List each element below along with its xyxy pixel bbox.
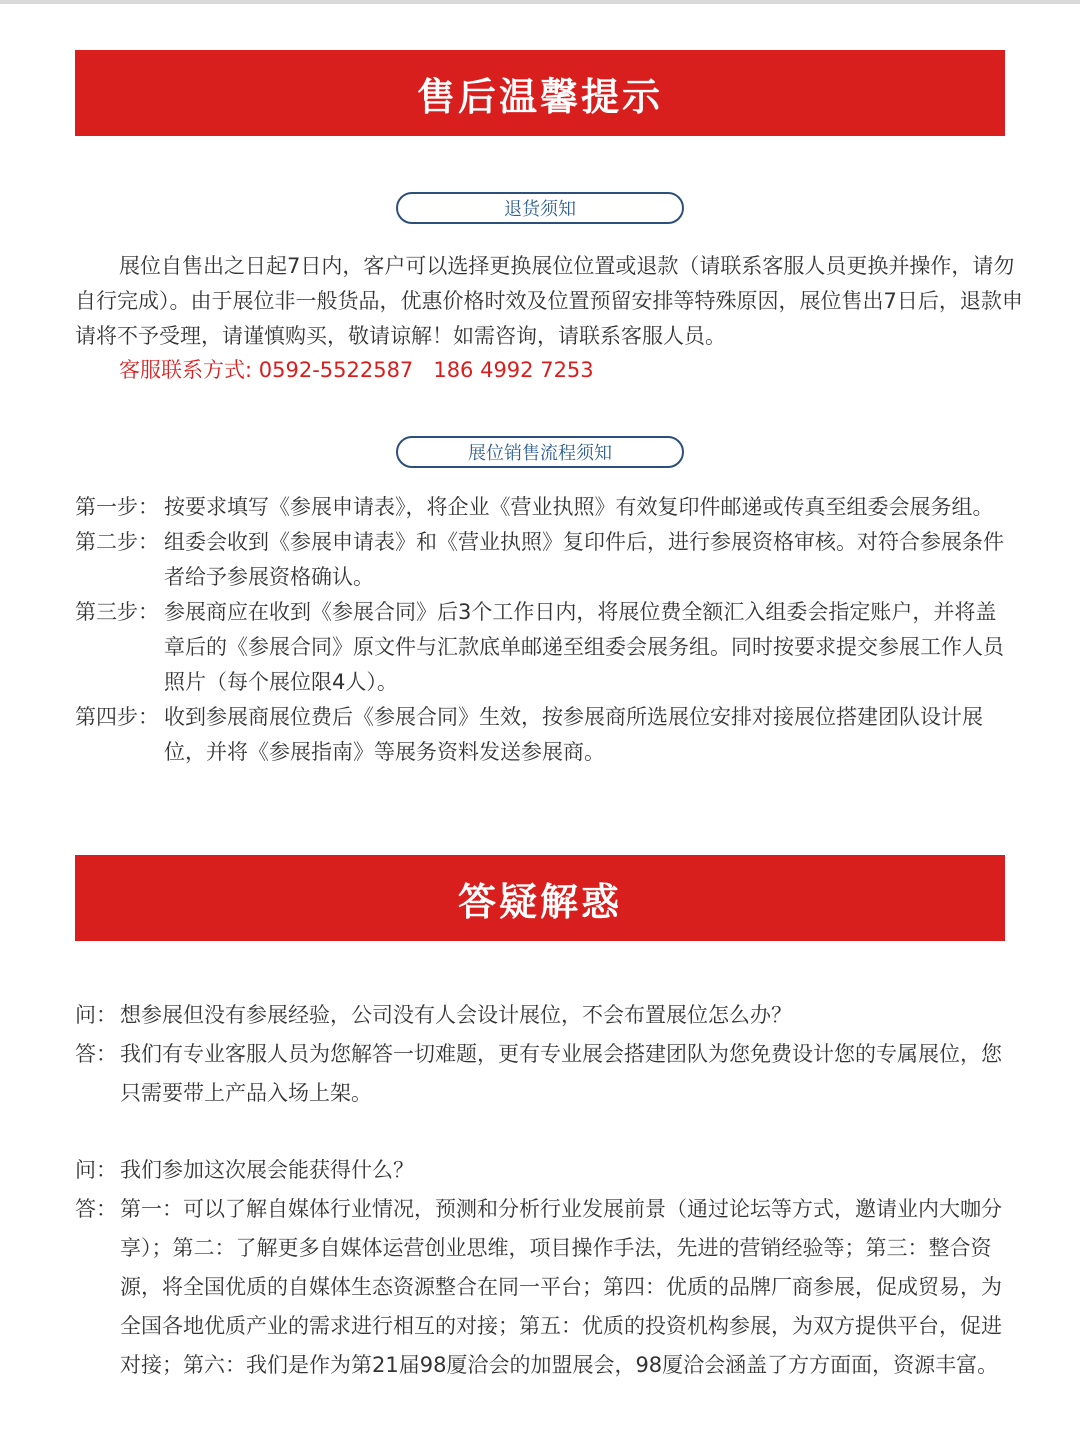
process-steps	[75, 490, 1005, 770]
faq-item-2	[75, 1151, 1010, 1385]
sales-process-label: 展位销售流程须知	[468, 443, 612, 464]
step-label: 第二步：	[75, 530, 159, 554]
faq-banner	[75, 855, 1005, 941]
faq-item-1	[75, 996, 1010, 1113]
contact-label: 客服联系方式:	[119, 358, 259, 382]
after-sales-banner	[75, 50, 1005, 136]
step-label: 第三步：	[75, 600, 159, 624]
question-text: 想参展但没有参展经验，公司没有人会设计展位，不会布置展位怎么办？	[120, 1003, 792, 1027]
step-item	[75, 525, 1005, 595]
return-policy-pill	[396, 192, 684, 224]
top-border	[0, 0, 1080, 4]
step-label: 第一步：	[75, 495, 159, 519]
answer-row	[75, 1035, 1010, 1113]
step-label: 第四步：	[75, 705, 159, 729]
after-sales-title: 售后温馨提示	[416, 74, 663, 119]
step-item	[75, 595, 1005, 700]
answer-label: 答：	[75, 1197, 117, 1221]
contact-line	[119, 353, 594, 388]
question-label: 问：	[75, 1158, 117, 1182]
contact-phone-2: 186 4992 7253	[433, 358, 594, 382]
question-text: 我们参加这次展会能获得什么？	[120, 1158, 414, 1182]
question-row	[75, 996, 1010, 1035]
answer-row	[75, 1190, 1010, 1385]
step-item	[75, 700, 1005, 770]
answer-text: 我们有专业客服人员为您解答一切难题，更有专业展会搭建团队为您免费设计您的专属展位，您只需要带上产品入场上架。	[120, 1042, 1002, 1105]
step-text: 组委会收到《参展申请表》和《营业执照》复印件后，进行参展资格审核。对符合参展条件者给予参展资格确认。	[164, 530, 1004, 589]
question-label: 问：	[75, 1003, 117, 1027]
step-item	[75, 490, 1005, 525]
return-policy-text: 展位自售出之日起7日内，客户可以选择更换展位位置或退款（请联系客服人员更换并操作，请勿自行完成）。由于展位非一般货品，优惠价格时效及位置预留安排等特殊原因，展位售出7日后，退款申请将不予受理，请谨慎购买，敬请谅解！如需咨询，请联系客服人员。	[75, 254, 1023, 348]
sales-process-pill	[396, 436, 684, 468]
faq-title: 答疑解惑	[457, 879, 622, 924]
step-text: 按要求填写《参展申请表》，将企业《营业执照》有效复印件邮递或传真至组委会展务组。	[164, 495, 994, 519]
answer-text: 第一：可以了解自媒体行业情况，预测和分析行业发展前景（通过论坛等方式，邀请业内大咖分享）；第二：了解更多自媒体运营创业思维，项目操作手法，先进的营销经验等；第三：整合资源，将全国优质的自媒体生态资源整合在同一平台；第四：优质的品牌厂商参展，促成贸易，为全国各地优质产业的需求进行相互的对接；第五：优质的投资机构参展，为双方提供平台，促进对接；第六：我们是作为第21届98厦洽会的加盟展会，98厦洽会涵盖了方方面面，资源丰富。	[120, 1197, 1002, 1377]
step-text: 收到参展商展位费后《参展合同》生效，按参展商所选展位安排对接展位搭建团队设计展位，并将《参展指南》等展务资料发送参展商。	[164, 705, 983, 764]
question-row	[75, 1151, 1010, 1190]
contact-phone-1: 0592-5522587	[258, 358, 414, 382]
answer-label: 答：	[75, 1042, 117, 1066]
return-policy-label: 退货须知	[504, 199, 576, 220]
step-text: 参展商应在收到《参展合同》后3个工作日内，将展位费全额汇入组委会指定账户，并将盖章后的《参展合同》原文件与汇款底单邮递至组委会展务组。同时按要求提交参展工作人员照片（每个展位限4人）。	[164, 600, 1004, 694]
